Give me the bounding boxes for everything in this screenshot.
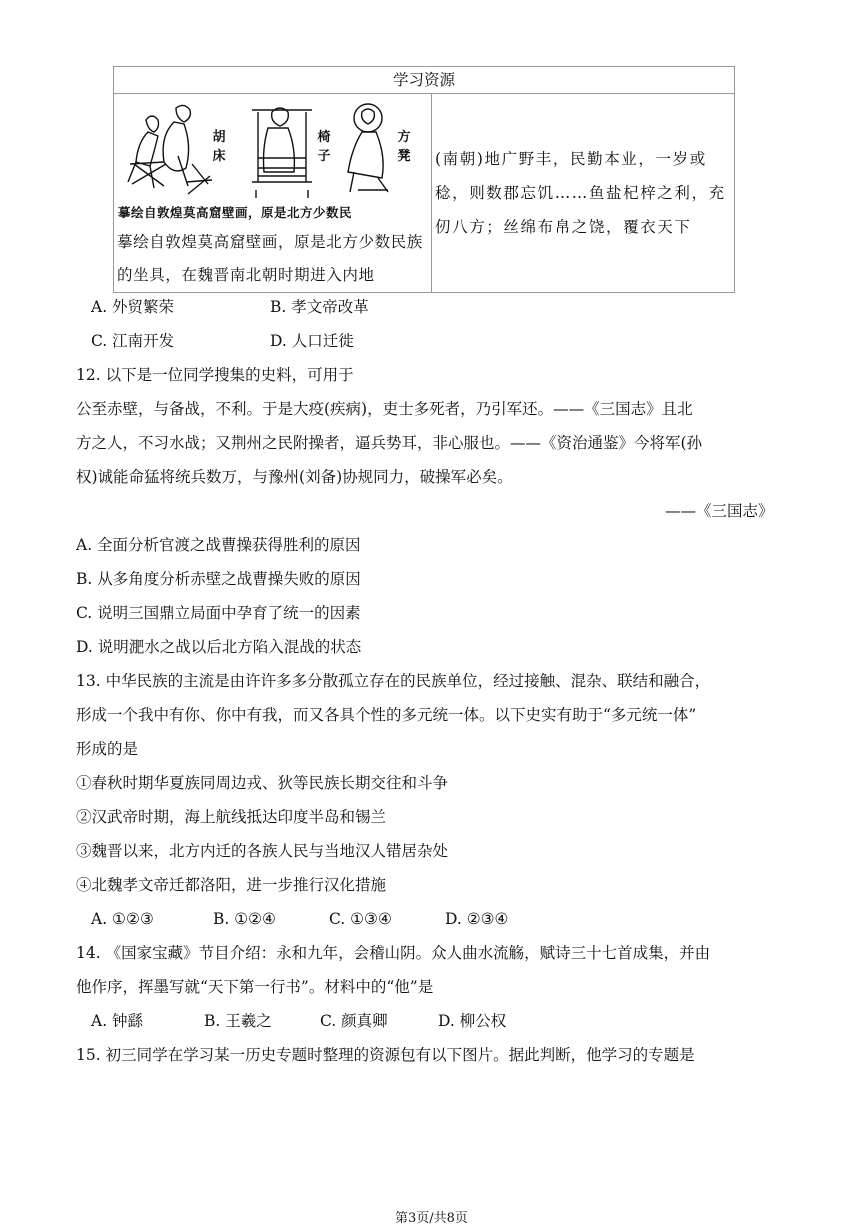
learning-resource-table xyxy=(113,66,735,293)
q12-option-b[interactable]: B. 从多角度分析赤壁之战曹操失败的原因 xyxy=(76,570,361,588)
q13-option-a[interactable]: A. ①②③ xyxy=(91,910,154,928)
q11-option-d[interactable]: D. 人口迁徙 xyxy=(270,332,354,350)
label-char: 子 xyxy=(317,149,331,164)
label-char: 床 xyxy=(212,149,226,164)
q11-option-b[interactable]: B. 孝文帝改革 xyxy=(270,298,369,316)
illustration-caption: 摹绘自敦煌莫高窟壁画，原是北方少数民 xyxy=(118,205,353,220)
illustration-cell xyxy=(114,94,432,292)
q14-stem-line: 14. 《国家宝藏》节目介绍：永和九年，会稽山阴。众人曲水流觞，赋诗三十七首成集，并由 xyxy=(76,944,711,962)
q14-stem-line: 他作序，挥墨写就“天下第一行书”。材料中的“他”是 xyxy=(76,978,434,996)
q13-item: ②汉武帝时期，海上航线抵达印度半岛和锡兰 xyxy=(76,808,387,826)
page-number: 第3页/共8页 xyxy=(395,1211,468,1226)
q13-stem-line: 形成的是 xyxy=(76,740,139,758)
label-char: 胡 xyxy=(212,130,226,145)
label-char: 方 xyxy=(397,130,411,145)
q13-item: ①春秋时期华夏族同周边戎、狄等民族长期交往和斗争 xyxy=(76,774,449,792)
q13-item: ③魏晋以来，北方内迁的各族人民与当地汉人错居杂处 xyxy=(76,842,449,860)
q12-source-line: 公至赤壁，与备战，不利。于是大疫(疾病)，吏士多死者，乃引军还。——《三国志》且北 xyxy=(76,400,693,418)
q12-option-a[interactable]: A. 全面分析官渡之战曹操获得胜利的原因 xyxy=(76,536,361,554)
hu-bed-description: 摹绘自敦煌莫高窟壁画，原是北方少数民族的坐具，在魏晋南北朝时期进入内地 xyxy=(117,233,423,284)
q14-option-d[interactable]: D. 柳公权 xyxy=(438,1012,507,1030)
label-char: 椅 xyxy=(317,130,331,145)
q15-stem: 15. 初三同学在学习某一历史专题时整理的资源包有以下图片。据此判断，他学习的专题是 xyxy=(76,1046,695,1064)
dunhuang-furniture-illustration xyxy=(118,98,424,208)
table-header: 学习资源 xyxy=(114,67,734,94)
q12-attribution: ——《三国志》 xyxy=(665,502,774,520)
label-square-stool xyxy=(397,128,411,166)
q13-item: ④北魏孝文帝迁都洛阳，进一步推行汉化措施 xyxy=(76,876,387,894)
q11-option-c[interactable]: C. 江南开发 xyxy=(91,332,175,350)
q12-option-c[interactable]: C. 说明三国鼎立局面中孕育了统一的因素 xyxy=(76,604,361,622)
q12-source-line: 权)诚能命猛将统兵数万，与豫州(刘备)协规同力，破操军必矣。 xyxy=(76,468,513,486)
q14-option-b[interactable]: B. 王羲之 xyxy=(204,1012,272,1030)
q12-option-d[interactable]: D. 说明淝水之战以后北方陷入混战的状态 xyxy=(76,638,362,656)
q12-source-line: 方之人，不习水战；又荆州之民附操者，逼兵势耳，非心服也。——《资治通鉴》今将军(孙 xyxy=(76,434,703,452)
q13-stem-line: 13. 中华民族的主流是由许许多多分散孤立存在的民族单位，经过接触、混杂、联结和融合， xyxy=(76,672,711,690)
label-hu-bed xyxy=(212,128,226,166)
q13-option-b[interactable]: B. ①②④ xyxy=(213,910,276,928)
label-char: 凳 xyxy=(397,149,411,164)
q12-stem: 12. 以下是一位同学搜集的史料，可用于 xyxy=(76,366,354,384)
q13-stem-line: 形成一个我中有你、你中有我，而又各具个性的多元统一体。以下史实有助于“多元统一体” xyxy=(76,706,697,724)
q14-option-c[interactable]: C. 颜真卿 xyxy=(320,1012,388,1030)
label-chair xyxy=(317,128,331,166)
q13-option-d[interactable]: D. ②③④ xyxy=(445,910,509,928)
q13-option-c[interactable]: C. ①③④ xyxy=(329,910,392,928)
q11-option-a[interactable]: A. 外贸繁荣 xyxy=(91,298,175,316)
q14-option-a[interactable]: A. 钟繇 xyxy=(91,1012,144,1030)
southern-dynasty-source-text: (南朝)地广野丰，民勤本业，一岁或稔，则数郡忘饥……鱼盐杞梓之利，充仞八方；丝绵布帛之饶，覆衣天下 xyxy=(435,150,726,236)
